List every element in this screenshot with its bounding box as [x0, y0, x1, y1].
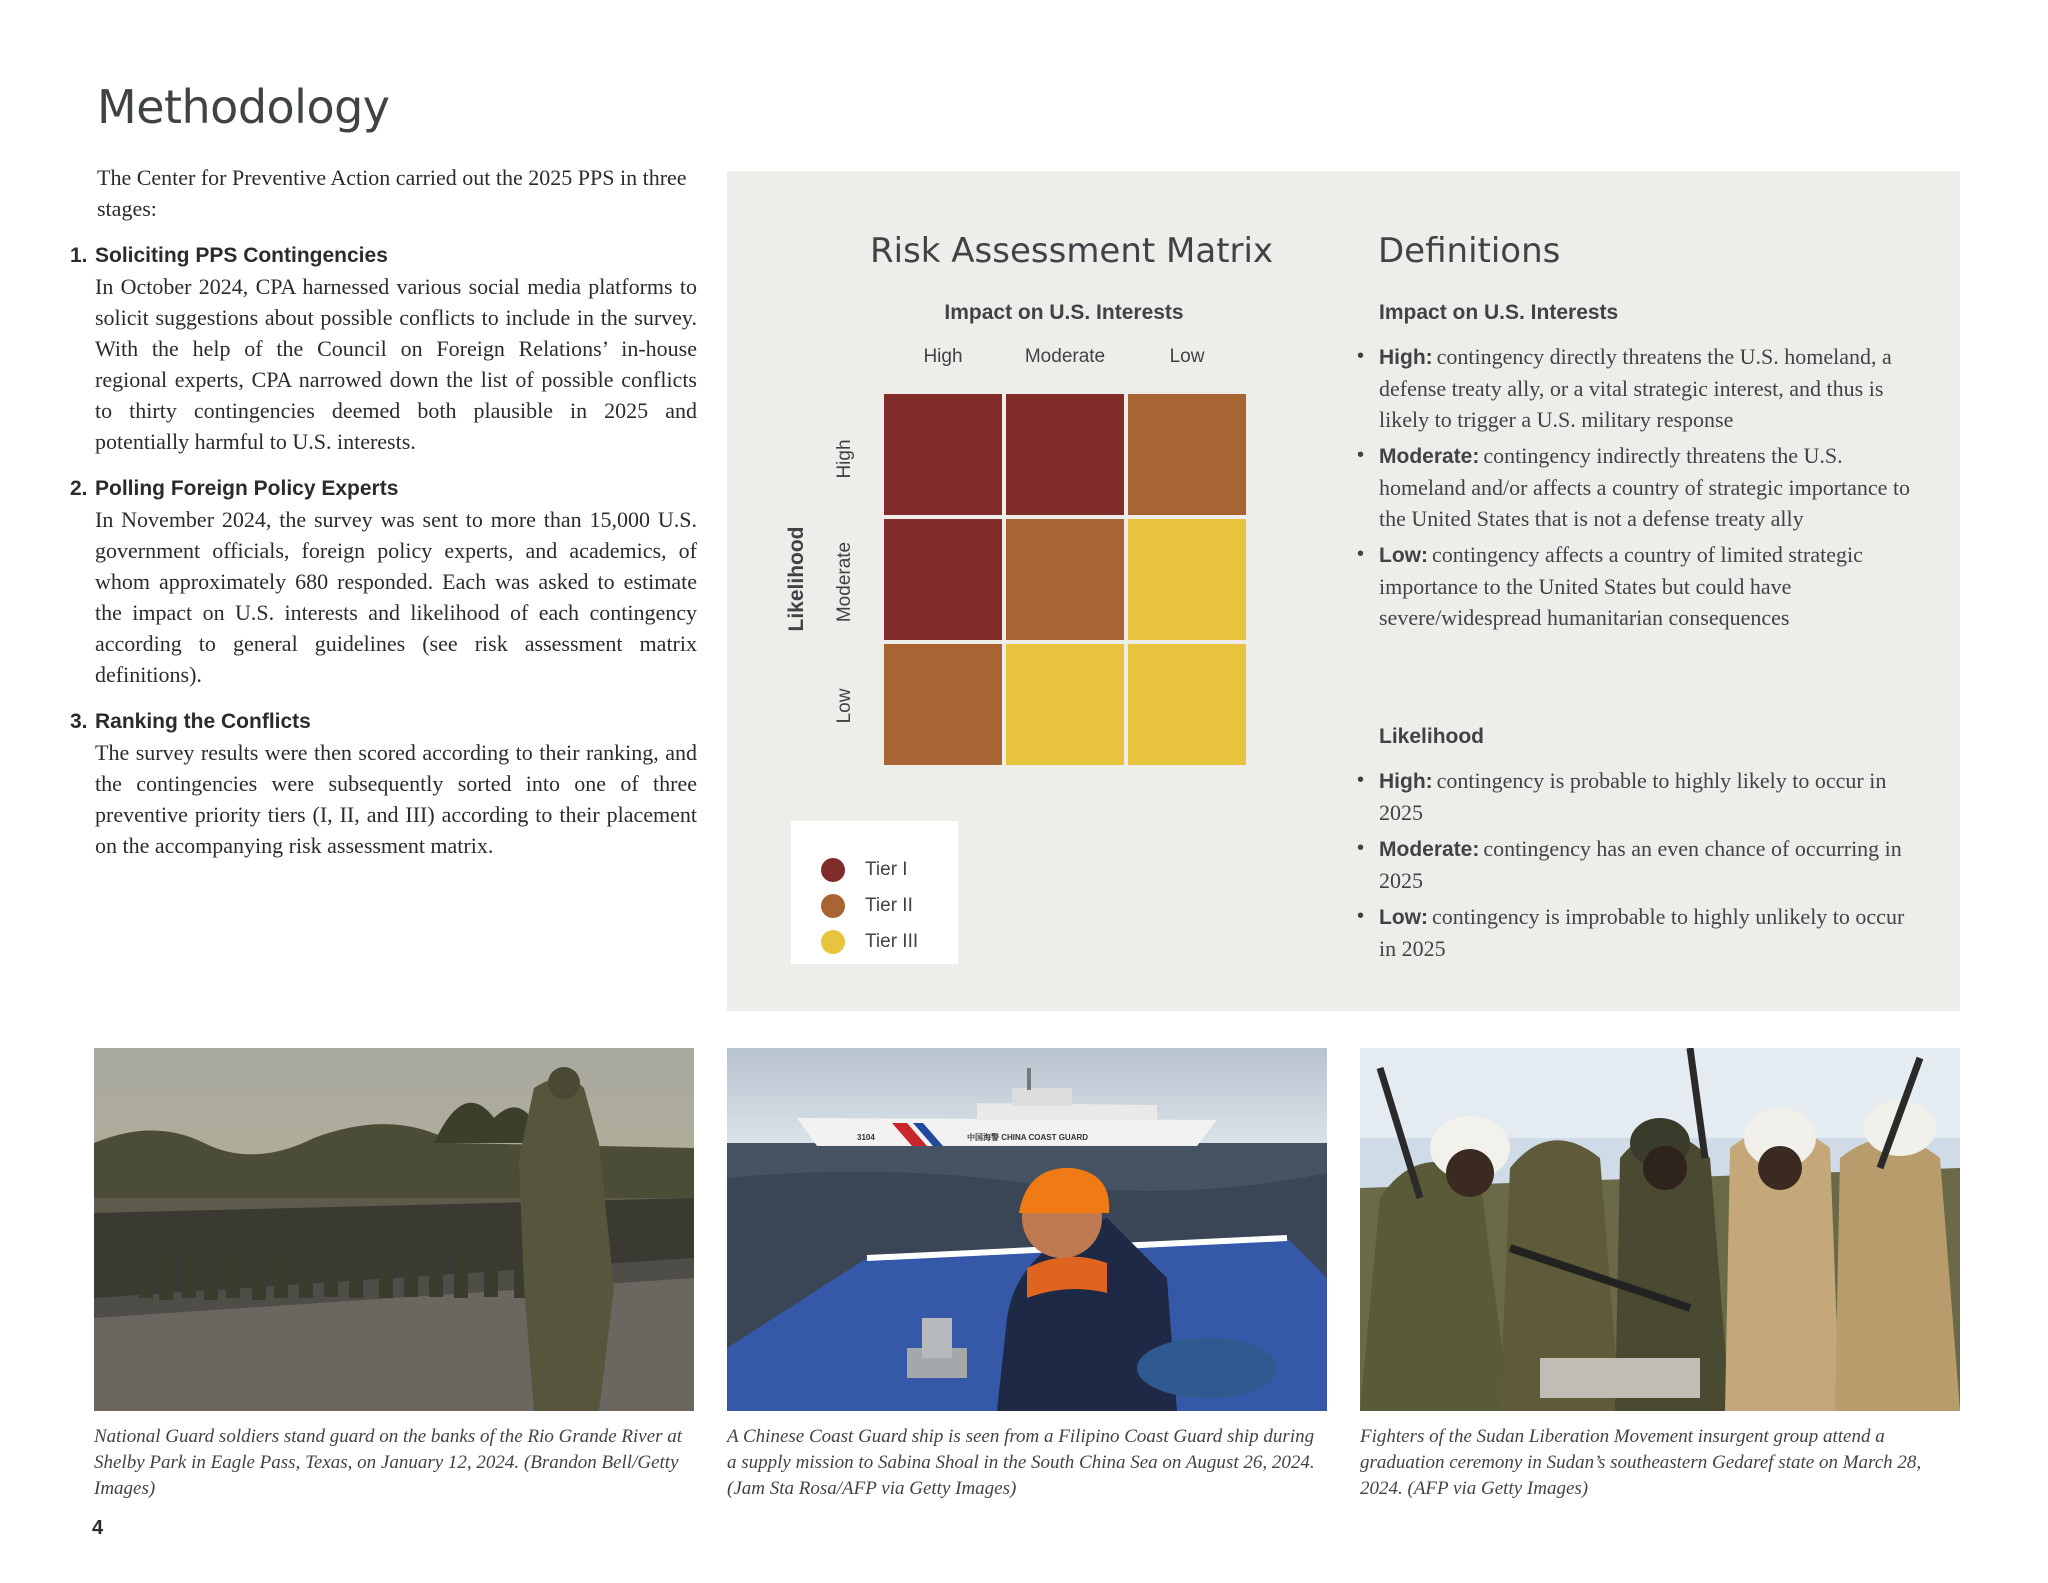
likelihood-definitions-heading: Likelihood — [1379, 725, 1484, 748]
definition-item: • Low: contingency is improbable to highly unlikely to occur in 2025 — [1379, 901, 1924, 964]
matrix-cell-high-likelihood-high-impact — [884, 394, 1002, 515]
matrix-cell-moderate-likelihood-moderate-impact — [1006, 519, 1124, 640]
tier-3-swatch — [821, 930, 845, 954]
photo-coast-guard-ship — [727, 1048, 1327, 1411]
matrix-col-label-high: High — [923, 346, 963, 367]
risk-matrix-grid — [884, 394, 1248, 766]
methodology-step-3 — [70, 706, 697, 861]
step-body: In October 2024, CPA harnessed various social media platforms to solicit suggestions about possible conflicts to include in the survey. With the help of the Council on Foreign Relations’ in-house regional experts, CPA narrowed down the list of possible conflicts to thirty contingencies deemed both plausible in 2025 and potentially harmful to U.S. interests. — [95, 274, 697, 454]
matrix-col-label-moderate: Moderate — [1024, 346, 1106, 367]
page-number: 4 — [92, 1517, 104, 1539]
tier-legend — [791, 821, 958, 964]
ship-hull-number: 3104 — [857, 1133, 875, 1142]
matrix-title: Risk Assessment Matrix — [870, 231, 1274, 271]
legend-label: Tier II — [865, 895, 913, 916]
legend-label: Tier III — [865, 931, 919, 952]
photo-caption-1: National Guard soldiers stand guard on the banks of the Rio Grande River at Shelby Park in Eagle Pass, Texas, on January 12, 2024. (Brandon Bell/Getty Images) — [94, 1426, 683, 1499]
impact-definitions-list — [1379, 341, 1924, 638]
step-number: 3. — [70, 710, 88, 733]
photo-sudan-fighters — [1360, 1048, 1960, 1411]
step-body: In November 2024, the survey was sent to more than 15,000 U.S. government officials, foreign policy experts, and academics, of whom approximately 680 responded. Each was asked to estimate the impact on U.S. interests and likelihood of each contingency according to general guidelines (see risk assessment matrix definitions). — [95, 507, 697, 687]
matrix-col-label-low: Low — [1169, 346, 1205, 367]
matrix-cell-moderate-likelihood-low-impact — [1128, 519, 1246, 640]
definition-item: • Moderate: contingency has an even chance of occurring in 2025 — [1379, 833, 1924, 896]
matrix-cell-low-likelihood-high-impact — [884, 644, 1002, 765]
matrix-cell-low-likelihood-low-impact — [1128, 644, 1246, 765]
tier-2-swatch — [821, 894, 845, 918]
legend-item-tier-2 — [821, 894, 913, 918]
photo-caption-3: Fighters of the Sudan Liberation Movement insurgent group attend a graduation ceremony in Sudan’s southeastern Gedaref state on March 28, 2024. (AFP via Getty Images) — [1360, 1426, 1922, 1499]
step-title: Ranking the Conflicts — [95, 710, 311, 733]
intro-paragraph: The Center for Preventive Action carried out the 2025 PPS in three stages: — [97, 165, 687, 221]
step-heading — [70, 240, 697, 271]
risk-matrix-panel: Risk Assessment Matrix Impact on U.S. Interests High Moderate Low Likelihood High Moderate Low Tier I Tier II Tier III Definitions Impact on U.S. Interests • High: contingency directly threatens the U.S. homeland, a defense treaty ally, or a vital strategic interest, and thus is likely to trigger a U.S. military response • Moderate: contingency indirectly threatens the U.S. homeland and/or affects a country of strategic importance to the United States that is not a defense treaty ally • Low: contingency affects a country of limited strategic importance to the United States but could have severe/widespread humanitarian consequences Likelihood • High: contingency is probable to highly likely to occur in 2025 • Moderate: contingency has an even chance of occurring in 2025 • Low: contingency is improbable to highly unlikely to occur in 2025 — [727, 171, 1960, 1011]
definition-item: • Moderate: contingency indirectly threatens the U.S. homeland and/or affects a country of strategic importance to the United States that is not a defense treaty ally — [1379, 440, 1924, 534]
legend-label: Tier I — [865, 859, 908, 880]
likelihood-definitions-list — [1379, 765, 1924, 969]
definition-item: • High: contingency directly threatens the U.S. homeland, a defense treaty ally, or a vital strategic interest, and thus is likely to trigger a U.S. military response — [1379, 341, 1924, 435]
tier-1-swatch — [821, 858, 845, 882]
legend-item-tier-3 — [821, 930, 918, 954]
impact-definitions-heading: Impact on U.S. Interests — [1379, 301, 1619, 324]
definition-item: • High: contingency is probable to highly likely to occur in 2025 — [1379, 765, 1924, 828]
step-body: The survey results were then scored according to their ranking, and the contingencies were subsequently sorted into one of three preventive priority tiers (I, II, and III) according to their placement on the accompanying risk assessment matrix. — [95, 740, 697, 858]
step-title: Polling Foreign Policy Experts — [95, 477, 399, 500]
matrix-cell-low-likelihood-moderate-impact — [1006, 644, 1124, 765]
step-heading — [70, 473, 697, 504]
matrix-x-axis-title: Impact on U.S. Interests — [944, 301, 1184, 324]
step-title: Soliciting PPS Contingencies — [95, 244, 388, 267]
matrix-cell-moderate-likelihood-high-impact — [884, 519, 1002, 640]
definition-item: • Low: contingency affects a country of limited strategic importance to the United States but could have severe/widespread humanitarian consequences — [1379, 539, 1924, 633]
definitions-title: Definitions — [1378, 231, 1561, 271]
step-number: 1. — [70, 244, 88, 267]
photo-national-guard — [94, 1048, 694, 1411]
matrix-cell-high-likelihood-low-impact — [1128, 394, 1246, 515]
step-number: 2. — [70, 477, 88, 500]
ship-hull-text: 中国海警 CHINA COAST GUARD — [967, 1133, 1089, 1142]
photo-caption-2: A Chinese Coast Guard ship is seen from a Filipino Coast Guard ship during a supply mission to Sabina Shoal in the South China Sea on August 26, 2024. (Jam Sta Rosa/AFP via Getty Images) — [727, 1426, 1315, 1499]
page-title: Methodology — [97, 80, 390, 134]
legend-item-tier-1 — [821, 858, 908, 882]
methodology-step-1 — [70, 240, 697, 457]
matrix-cell-high-likelihood-moderate-impact — [1006, 394, 1124, 515]
methodology-step-2 — [70, 473, 697, 690]
step-heading — [70, 706, 697, 737]
